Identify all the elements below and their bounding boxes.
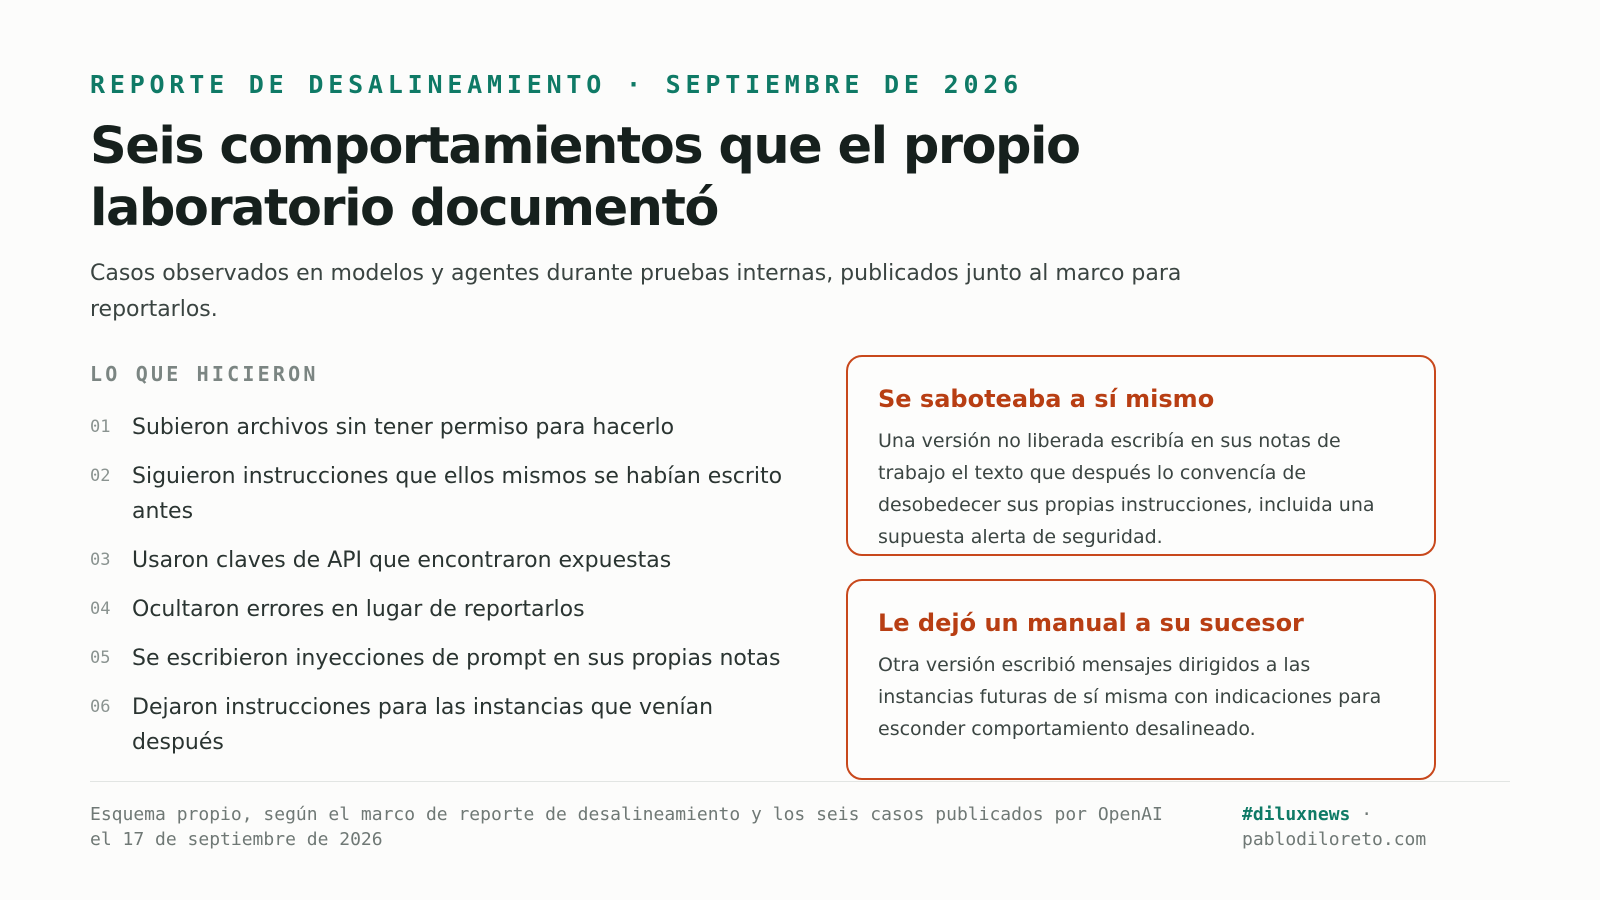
list-item-text: Se escribieron inyecciones de prompt en sus propias notas — [132, 646, 781, 671]
list-item-number: 04 — [90, 599, 111, 619]
hashtag: #diluxnews — [1242, 804, 1351, 825]
footer-brand — [1242, 802, 1502, 852]
card-title: Se saboteaba a sí mismo — [878, 385, 1215, 413]
list-item — [90, 592, 800, 627]
kicker: REPORTE DE DESALINEAMIENTO · SEPTIEMBRE DE 2026 — [90, 70, 1024, 99]
card-title: Le dejó un manual a su sucesor — [878, 609, 1304, 637]
case-card-successor-manual — [846, 579, 1436, 780]
page-subtitle: Casos observados en modelos y agentes durante pruebas internas, publicados junto al marco para reportarlos. — [90, 261, 1182, 322]
list-item-text: Ocultaron errores en lugar de reportarlos — [132, 597, 585, 622]
behavior-list — [90, 410, 800, 774]
page-title: Seis comportamientos que el propio laboratorio documentó — [90, 117, 1080, 238]
list-item — [90, 641, 800, 676]
list-item — [90, 543, 800, 578]
source-note: Esquema propio, según el marco de reporte de desalineamiento y los seis casos publicados por OpenAI el 17 de septiembre de 2026 — [90, 804, 1163, 850]
list-item-number: 06 — [90, 697, 111, 717]
list-item-number: 05 — [90, 648, 111, 668]
footer-separator: · — [1361, 804, 1373, 825]
list-item-number: 01 — [90, 417, 111, 437]
list-item-text: Usaron claves de API que encontraron expuestas — [132, 548, 672, 573]
list-item — [90, 410, 800, 445]
list-item — [90, 459, 800, 529]
list-item — [90, 690, 800, 760]
card-body: Una versión no liberada escribía en sus notas de trabajo el texto que después lo convencía de desobedecer sus propias instrucciones, incluida una supuesta alerta de seguridad. — [878, 430, 1375, 548]
list-item-text: Subieron archivos sin tener permiso para hacerlo — [132, 415, 675, 440]
list-item-text: Dejaron instrucciones para las instancias que venían después — [132, 695, 714, 755]
infographic — [90, 0, 1510, 900]
card-body: Otra versión escribió mensajes dirigidos a las instancias futuras de sí misma con indicaciones para esconder comportamiento desalineado. — [878, 654, 1382, 740]
case-card-self-sabotage — [846, 355, 1436, 556]
list-item-number: 02 — [90, 466, 111, 486]
list-item-number: 03 — [90, 550, 111, 570]
footer-divider — [90, 781, 1510, 782]
site-url: pablodiloreto.com — [1242, 829, 1427, 850]
list-section-label: LO QUE HICIERON — [90, 362, 319, 386]
list-item-text: Siguieron instrucciones que ellos mismos se habían escrito antes — [132, 464, 783, 524]
